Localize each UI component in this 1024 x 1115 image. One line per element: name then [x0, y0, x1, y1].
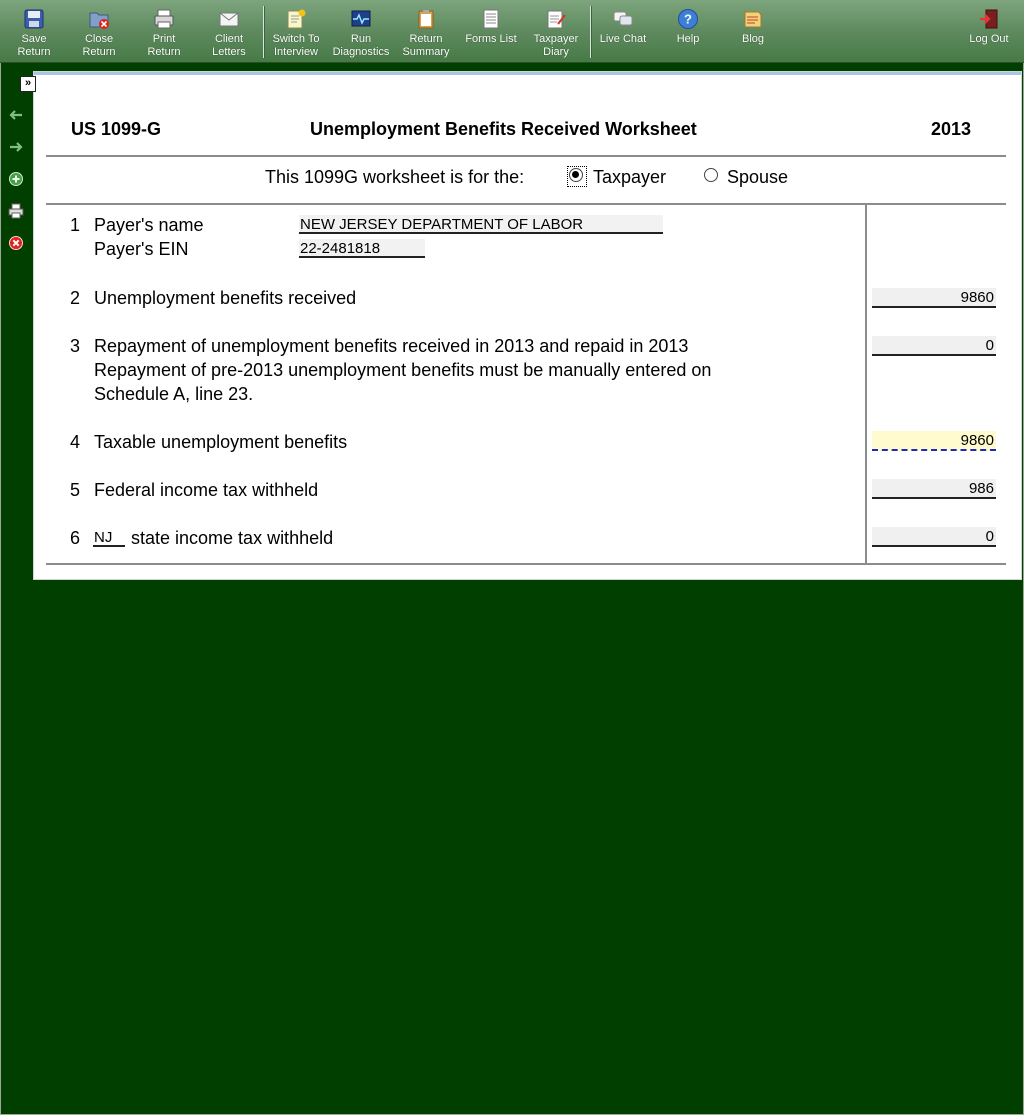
- clipboard-icon: [415, 8, 437, 30]
- live-chat-button[interactable]: Live Chat: [591, 6, 655, 60]
- payer-ein-label: Payer's EIN: [94, 239, 189, 259]
- taxpayer-radio-label[interactable]: Taxpayer: [593, 167, 667, 187]
- interview-icon: [285, 8, 307, 30]
- switch-to-interview-button[interactable]: Switch To Interview: [264, 6, 328, 60]
- print-return-button[interactable]: Print Return: [132, 6, 196, 60]
- forms-list-icon: [480, 8, 502, 30]
- tax-year: 2013: [931, 119, 972, 139]
- federal-withheld-input[interactable]: 986: [872, 479, 996, 499]
- toolbar: [0, 0, 1024, 63]
- chat-icon: [612, 8, 634, 30]
- diary-icon: [545, 8, 567, 30]
- state-withheld-label: state income tax withheld: [131, 528, 334, 548]
- repayment-input[interactable]: 0: [872, 336, 996, 356]
- line-number: 6: [70, 528, 81, 548]
- repayment-note: Repayment of pre-2013 unemployment benefits must be manually entered on: [94, 360, 712, 380]
- log-out-button[interactable]: Log Out: [957, 6, 1021, 60]
- forms-list-button[interactable]: Forms List: [459, 6, 523, 60]
- repayment-note: Schedule A, line 23.: [94, 384, 254, 404]
- collapse-sidebar-button[interactable]: »: [20, 76, 36, 92]
- blog-icon: [742, 8, 764, 30]
- close-return-icon: [88, 8, 110, 30]
- line-number: 4: [70, 432, 81, 452]
- add-icon[interactable]: [8, 171, 24, 187]
- federal-withheld-label: Federal income tax withheld: [94, 480, 319, 500]
- form-id: US 1099-G: [71, 119, 162, 139]
- delete-icon[interactable]: [8, 235, 24, 251]
- taxpayer-diary-button[interactable]: Taxpayer Diary: [524, 6, 588, 60]
- panel-top-border: [34, 72, 1021, 75]
- section-divider: [46, 203, 1006, 205]
- unemployment-benefits-label: Unemployment benefits received: [94, 288, 357, 308]
- line-number: 1: [70, 215, 81, 235]
- page-title: Unemployment Benefits Received Worksheet: [310, 119, 697, 139]
- worksheet-panel: [33, 71, 1022, 580]
- payer-name-input[interactable]: NEW JERSEY DEPARTMENT OF LABOR: [299, 215, 663, 234]
- line-number: 3: [70, 336, 81, 356]
- amount-column-divider: [865, 204, 867, 564]
- return-summary-button[interactable]: Return Summary: [394, 6, 458, 60]
- save-return-button[interactable]: Save Return: [2, 6, 66, 60]
- arrow-right-icon[interactable]: [8, 139, 24, 155]
- save-icon: [23, 8, 45, 30]
- help-button[interactable]: ? Help: [656, 6, 720, 60]
- print-icon[interactable]: [8, 203, 24, 219]
- state-code-input[interactable]: NJ: [93, 528, 125, 547]
- client-letters-button[interactable]: Client Letters: [197, 6, 261, 60]
- spouse-radio[interactable]: [704, 168, 718, 182]
- line-number: 2: [70, 288, 81, 308]
- close-return-button[interactable]: Close Return: [67, 6, 131, 60]
- payer-ein-input[interactable]: 22-2481818: [299, 239, 425, 258]
- run-diagnostics-button[interactable]: Run Diagnostics: [329, 6, 393, 60]
- svg-text:?: ?: [684, 11, 692, 27]
- arrow-left-icon[interactable]: [8, 107, 24, 123]
- payer-name-label: Payer's name: [94, 215, 204, 235]
- worksheet-for-prompt: This 1099G worksheet is for the:: [265, 167, 525, 187]
- envelope-icon: [218, 8, 240, 30]
- diagnostics-icon: [350, 8, 372, 30]
- unemployment-benefits-input[interactable]: 9860: [872, 288, 996, 308]
- header-divider: [46, 155, 1006, 157]
- line-number: 5: [70, 480, 81, 500]
- taxpayer-radio[interactable]: [569, 168, 583, 182]
- footer-divider: [46, 563, 1006, 565]
- help-icon: [677, 8, 699, 30]
- printer-icon: [153, 8, 175, 30]
- spouse-radio-label[interactable]: Spouse: [727, 167, 789, 187]
- repayment-label: Repayment of unemployment benefits received in 2013 and repaid in 2013: [94, 336, 689, 356]
- taxable-benefits-label: Taxable unemployment benefits: [94, 432, 348, 452]
- logout-icon: [978, 8, 1000, 30]
- blog-button[interactable]: Blog: [721, 6, 785, 60]
- taxable-benefits-value[interactable]: 9860: [872, 431, 996, 451]
- state-withheld-input[interactable]: 0: [872, 527, 996, 547]
